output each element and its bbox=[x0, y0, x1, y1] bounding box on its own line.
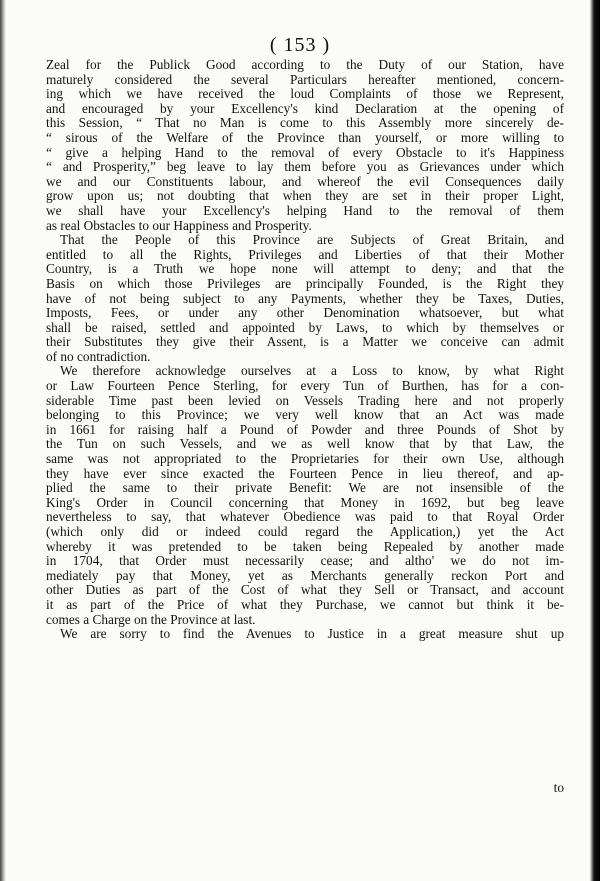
text-line: we shall have your Excellency's helping Hand to the removal of them bbox=[46, 202, 564, 218]
text-line: We are sorry to find the Avenues to Justice in a great measure shut up bbox=[60, 626, 564, 642]
text-line: Country, is a Truth we hope none will attempt to deny; and that the bbox=[46, 261, 564, 277]
text-line: comes a Charge on the Province at last. bbox=[46, 611, 256, 627]
text-line: they have ever since exacted the Fourteen Pence in lieu thereof, and ap- bbox=[46, 465, 564, 481]
text-line: That the People of this Province are Subjects of Great Britain, and bbox=[60, 232, 564, 248]
text-line: and encouraged by your Excellency's kind Declaration at the opening of bbox=[46, 100, 564, 116]
text-line: ing which we have received the loud Complaints of those we Represent, bbox=[46, 86, 564, 102]
text-line: Zeal for the Publick Good according to the Duty of our Station, have bbox=[46, 57, 564, 72]
text-line: King's Order in Council concerning that Money in 1692, but beg leave bbox=[46, 494, 564, 510]
text-line: or Law Fourteen Pence Sterling, for every Tun of Burthen, has for a con- bbox=[46, 378, 564, 394]
text-line: we and our Constituents labour, and whereof the evil Consequences daily bbox=[46, 173, 564, 189]
text-line: in 1661 for raising half a Pound of Powder and three Pounds of Shot by bbox=[46, 421, 564, 437]
text-line: “ sirous of the Welfare of the Province than yourself, or more willing to bbox=[46, 129, 564, 145]
text-line: it as part of the Price of what they Purchase, we cannot but think it be- bbox=[46, 596, 564, 612]
text-line: Imposts, Fees, or under any other Denomination whatsoever, but what bbox=[46, 305, 564, 321]
text-line: maturely considered the several Particulars hereafter mentioned, concern- bbox=[46, 71, 564, 87]
text-line: mediately pay that Money, yet as Merchants generally reckon Port and bbox=[46, 567, 564, 583]
text-line: (which only did or indeed could regard the Application,) yet the Act bbox=[46, 524, 564, 539]
text-line: We therefore acknowledge ourselves at a Loss to know, by what Right bbox=[60, 363, 564, 379]
catchword: to bbox=[553, 780, 564, 795]
text-line: the Tun on such Vessels, and we as well know that by that Law, the bbox=[46, 436, 564, 452]
text-line: grow upon us; not doubting that when they are set in their proper Light, bbox=[46, 188, 564, 204]
text-line: plied the same to their private Benefit: We are not insensible of the bbox=[46, 480, 564, 496]
text-line: of no contradiction. bbox=[46, 348, 151, 364]
text-line: Basis on which those Privileges are principally Founded, is the Right they bbox=[46, 275, 564, 291]
text-line: “ give a helping Hand to the removal of every Obstacle to it's Happiness bbox=[46, 144, 564, 160]
text-line: same was not appropriated to the Proprietaries for their own Use, although bbox=[46, 451, 564, 467]
text-line: this Session, “ That no Man is come to this Assembly more sincerely de- bbox=[46, 115, 564, 131]
text-line: nevertheless to say, that whatever Obedience was paid to that Royal Order bbox=[46, 509, 564, 525]
text-line: whereby it was pretended to be taken being Repealed by another made bbox=[46, 538, 564, 554]
text-line: entitled to all the Rights, Privileges and Liberties of that their Mother bbox=[46, 246, 564, 262]
text-line: siderable Time past been levied on Vessels Trading here and not properly bbox=[46, 392, 564, 408]
page-number: ( 153 ) bbox=[269, 34, 331, 56]
text-line: “ and Prosperity,” beg leave to lay them before you as Grievances under which bbox=[46, 159, 564, 175]
text-line: as real Obstacles to our Happiness and Prosperity. bbox=[46, 217, 312, 233]
text-line: other Duties as part of the Cost of what they Sell or Transact, and account bbox=[46, 582, 564, 598]
text-line: have of not being subject to any Payments, whether they be Taxes, Duties, bbox=[46, 290, 564, 306]
page-edge-shadow bbox=[590, 0, 600, 881]
body-text bbox=[46, 58, 564, 642]
page-gutter-shadow bbox=[0, 0, 6, 881]
text-line: belonging to this Province; we very well know that an Act was made bbox=[46, 407, 564, 423]
text-line: shall be raised, settled and appointed by Laws, to which by themselves or bbox=[46, 319, 564, 335]
text-line: in 1704, that Order must necessarily cease; and altho' we do not im- bbox=[46, 553, 564, 569]
text-line: their Substitutes they give their Assent, is a Matter we conceive can admit bbox=[46, 334, 564, 350]
